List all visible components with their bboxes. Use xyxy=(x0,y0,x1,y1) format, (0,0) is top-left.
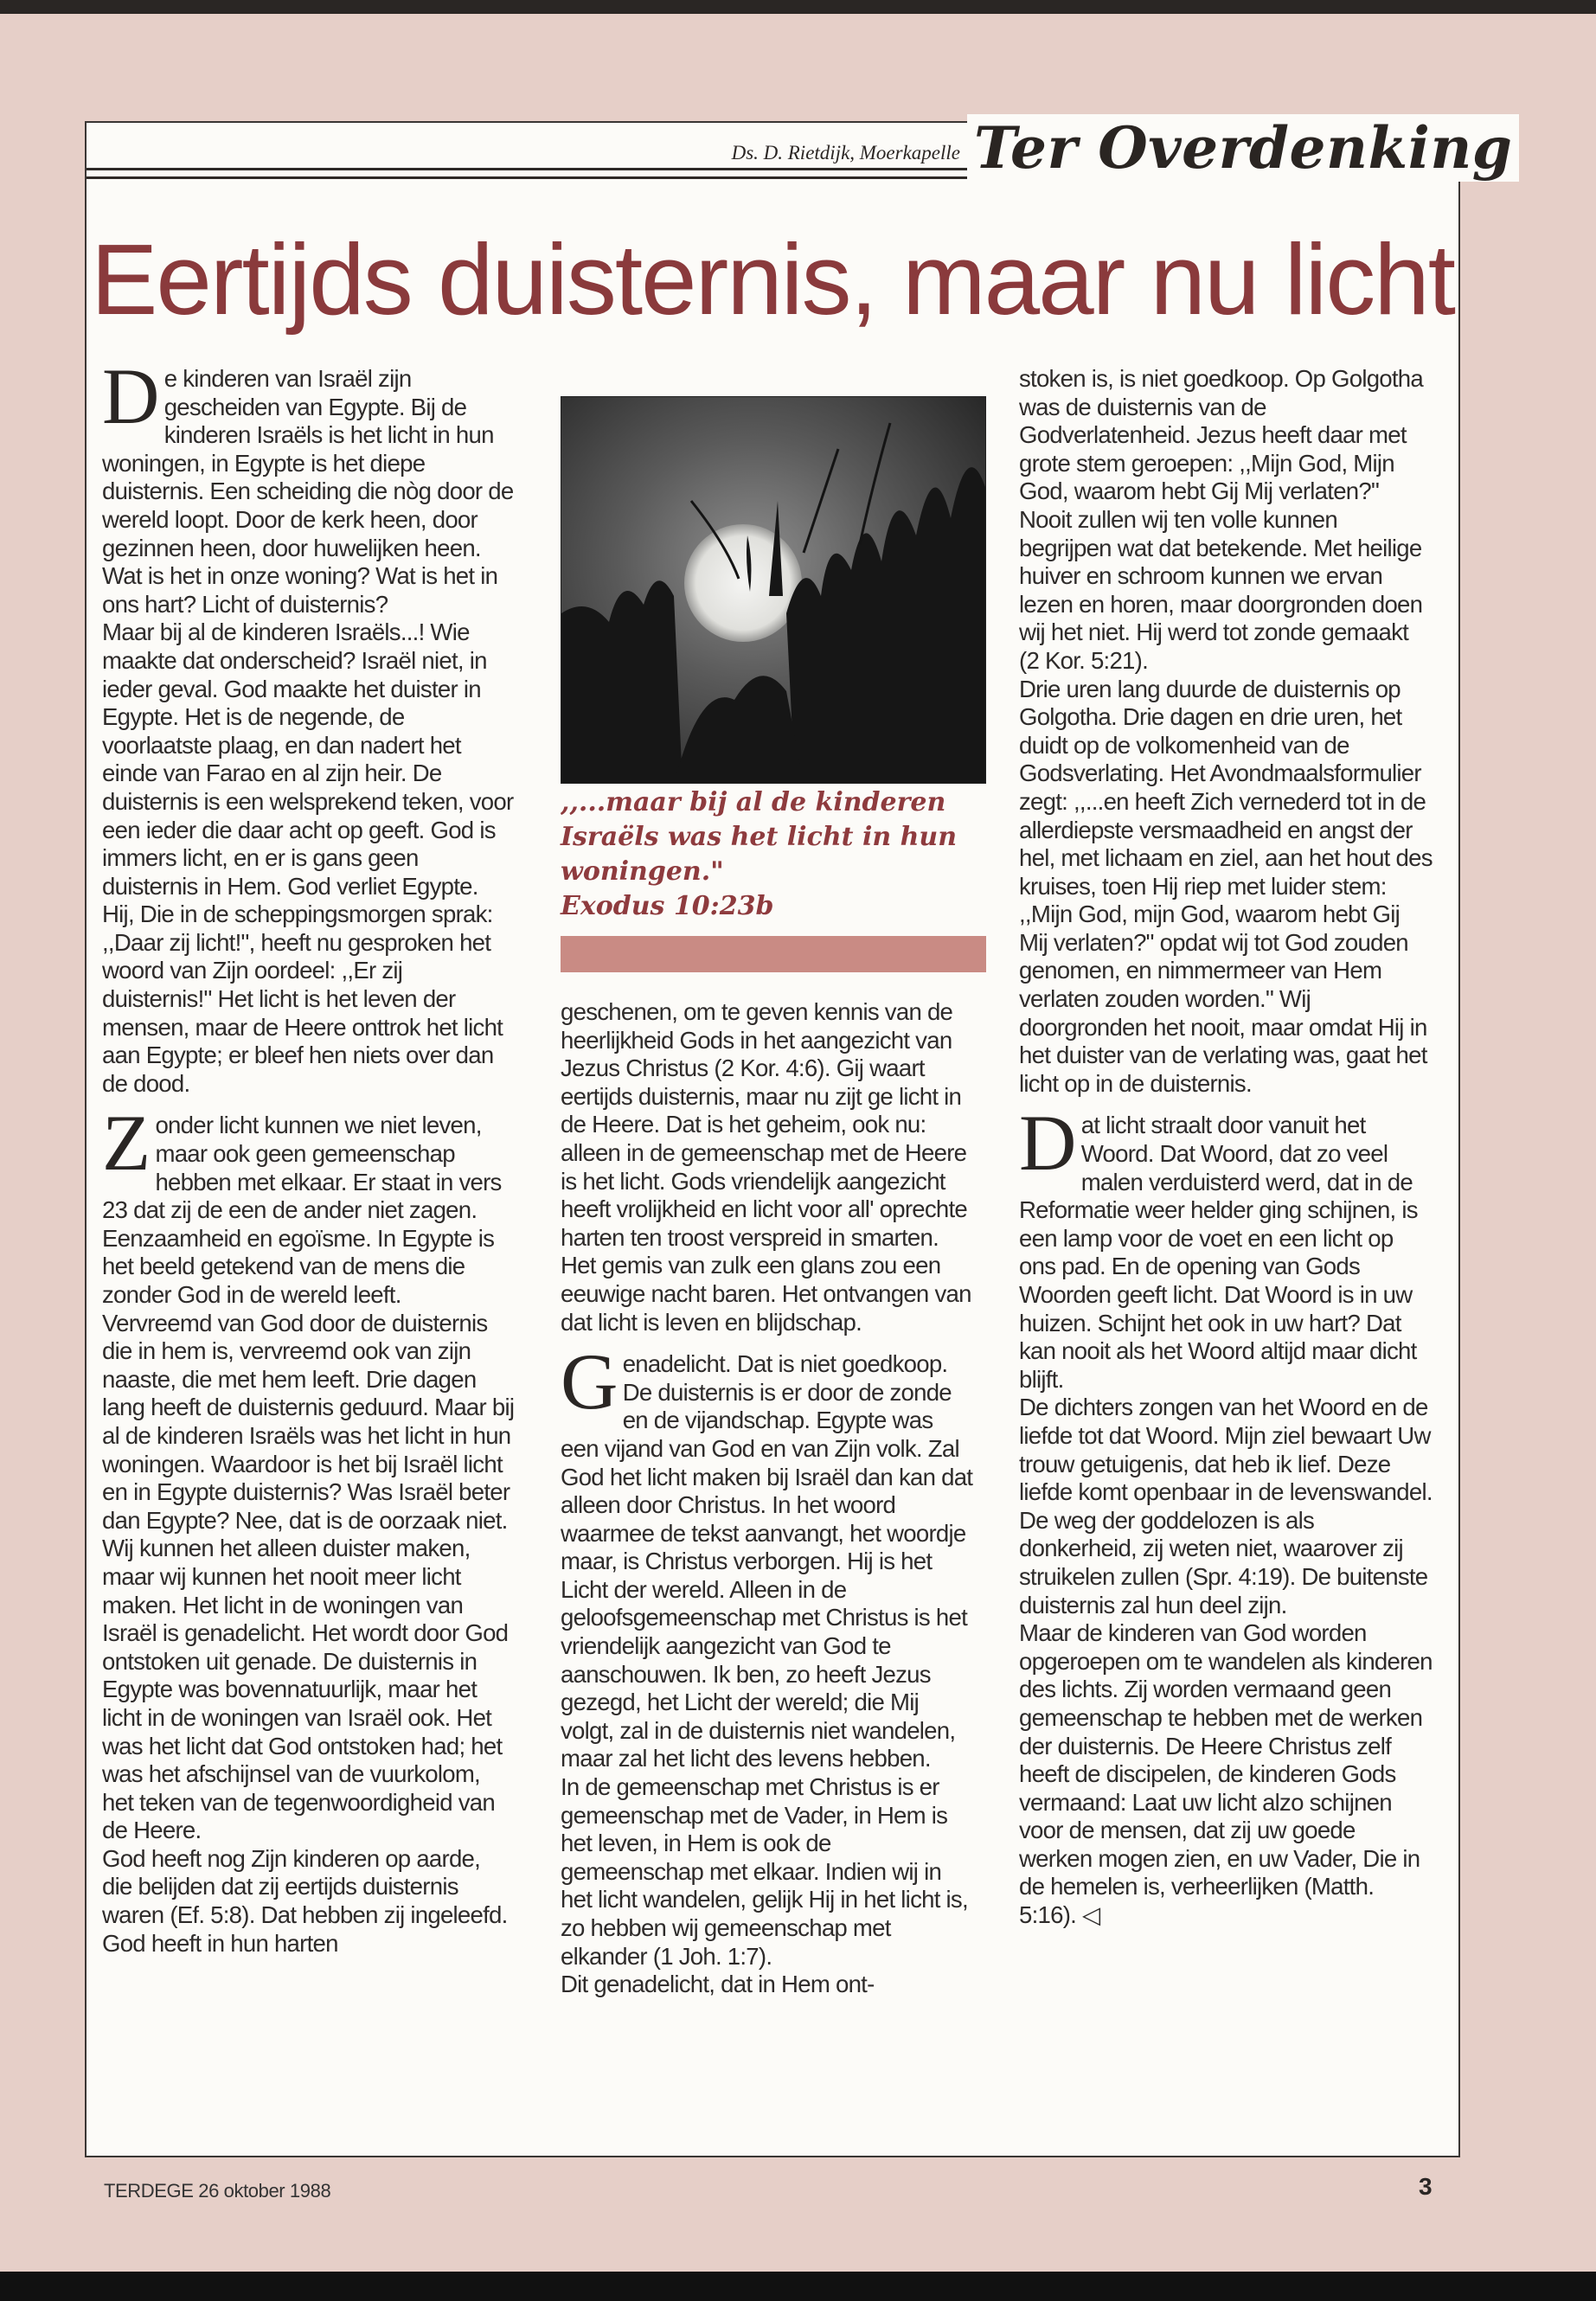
section-kicker: Ter Overdenking xyxy=(967,114,1519,182)
paragraph: De kinderen van Israël zijn gescheiden van Egypte. Bij de kinderen Israëls is het licht in hun woningen, in Egypte is het diepe duisternis. Een scheiding die nòg door de wereld loopt. Door de kerk heen, door gezinnen heen, door huwelijken heen. Wat is het in onze woning? Wat is het in ons hart? Licht of duisternis? xyxy=(102,352,514,618)
paragraph: Genadelicht. Dat is niet goedkoop. De duisternis is er door de zonde en de vijandschap. Egypte was een vijand van God en van Zijn volk. Zal God het licht maken bij Israël dan kan dat alleen door Christus. In het woord waarmee de tekst aanvangt, het woordje maar, is Christus verborgen. Hij is het Licht der wereld. Alleen in de geloofsgemeenschap met Christus is het vriendelijk aangezicht van God te aanschouwen. Ik ben, zo heeft Jezus gezegd, het Licht der wereld; die Mij volgt, zal in de duisternis niet wandelen, maar zal het licht des levens hebben. xyxy=(561,1337,973,1772)
drop-cap: G xyxy=(561,1337,618,1426)
scan-edge-bottom xyxy=(0,2272,1596,2301)
paragraph: Dit genadelicht, dat in Hem ont- xyxy=(561,1971,875,1998)
text-column-2 xyxy=(561,998,974,1999)
drop-cap: D xyxy=(1019,1099,1076,1188)
paragraph: In de gemeenschap met Christus is er gemeenschap met de Vader, in Hem is het leven, in Hem is ook de gemeenschap met elkaar. Indien wij in het licht wandelen, gelijk Hij in het licht is, zo hebben wij gemeenschap met elkander (1 Joh. 1:7). xyxy=(561,1773,968,1970)
moon-through-branches-photo xyxy=(561,396,986,784)
scan-edge-top xyxy=(0,0,1596,14)
drop-cap: Z xyxy=(102,1099,151,1188)
paragraph: Dat licht straalt door vanuit het Woord. Dat Woord, dat zo veel malen verduisterd werd, dat in de Reformatie weer helder ging schijnen, is een lamp voor de voet en een licht op ons pad. En de opening van Gods Woorden geeft licht. Dat Woord is in uw huizen. Schijnt het ook in uw hart? Dat kan nooit als het Woord altijd maar dicht blijft. xyxy=(1019,1099,1418,1393)
drop-cap: D xyxy=(102,352,159,440)
paragraph: Maar de kinderen van God worden opgeroepen om te wandelen als kinderen des lichts. Zij worden vermaand geen gemeenschap te hebben met de werken der duisternis. De Heere Christus zelf heeft de discipelen, de kinderen Gods vermaand: Laat uw licht alzo schijnen voor de mensen, dat zij uw goede werken mogen zien, en uw Vader, Die in de hemelen is, verheerlijken (Matth. 5:16). ◁ xyxy=(1019,1619,1433,1929)
paragraph: Maar bij al de kinderen Israëls...! Wie maakte dat onderscheid? Israël niet, in ieder geval. God maakte het duister in Egypte. Het is de negende, de voorlaatste plaag, en dan nadert het einde van Farao en al zijn heir. De duisternis is een welsprekend teken, voor een ieder die daar acht op geeft. God is immers licht, en er is gans geen duisternis in Hem. God verliet Egypte. Hij, Die in de scheppingsmorgen sprak: ,,Daar zij licht!", heeft nu gesproken het woord van Zijn oordeel: ,,Er zij duisternis!" Het licht is het leven der mensen, maar de Heere onttrok het licht aan Egypte; er bleef hen niets over dan de dood. xyxy=(102,619,514,1097)
caption-reference: Exodus 10:23b xyxy=(561,891,774,921)
paragraph: stoken is, is niet goedkoop. Op Golgotha was de duisternis van de Godverlatenheid. Jezus heeft daar met grote stem geroepen: ,,Mijn God, Mijn God, waarom hebt Gij Mij verlaten?" Nooit zullen wij ten volle kunnen begrijpen wat dat betekende. Met heilige huiver en schroom kunnen we ervan lezen en horen, maar doorgronden doen wij het niet. Hij werd tot zonde gemaakt (2 Kor. 5:21). xyxy=(1019,365,1423,674)
photo-caption: ,,...maar bij al de kinderen Israëls was het licht in hun woningen." Exodus 10:23b xyxy=(561,785,986,924)
author-byline: Ds. D. Rietdijk, Moerkapelle xyxy=(731,142,960,163)
page-number: 3 xyxy=(1419,2173,1433,2200)
paragraph: De dichters zongen van het Woord en de liefde tot dat Woord. Mijn ziel bewaart Uw trouw getuigenis, dat heb ik lief. Deze liefde komt openbaar in de levenswandel. De weg der goddelozen is als donkerheid, zij weten niet, waarover zij struikelen zullen (Spr. 4:19). De buitenste duisternis zal hun deel zijn. xyxy=(1019,1394,1433,1618)
caption-color-bar xyxy=(561,936,986,972)
paragraph: geschenen, om te geven kennis van de heerlijkheid Gods in het aangezicht van Jezus Christus (2 Kor. 4:6). Gij waart eertijds duisternis, maar nu zijt ge licht in de Heere. Dat is het geheim, ook nu: alleen in de gemeenschap met de Heere is het licht. Gods vriendelijk aangezicht heeft vrolijkheid en licht voor all' oprechte harten ten troost verspreid in smarten. Het gemis van zulk een glans zou een eeuwige nacht baren. Het ontvangen van dat licht is leven en blijdschap. xyxy=(561,998,971,1336)
publication-footer: TERDEGE 26 oktober 1988 xyxy=(104,2180,331,2202)
article-headline: Eertijds duisternis, maar nu licht xyxy=(91,223,1454,336)
article-frame xyxy=(85,114,1513,2157)
paragraph: Zonder licht kunnen we niet leven, maar ook geen gemeenschap hebben met elkaar. Er staat in vers 23 dat zij de een de ander niet zagen. Eenzaamheid en egoïsme. In Egypte is het beeld getekend van de mens die zonder God in de wereld leeft. Vervreemd van God door de duisternis die in hem is, vervreemd ook van zijn naaste, die met hem leeft. Drie dagen lang heeft de duisternis geduurd. Maar bij al de kinderen Israëls was het licht in hun woningen. Waardoor is het bij Israël licht en in Egypte duisternis? Was Israël beter dan Egypte? Nee, dat is de oorzaak niet. Wij kunnen het alleen duister maken, maar wij kunnen het nooit meer licht maken. Het licht in de woningen van Israël is genadelicht. Het wordt door God ontstoken uit genade. De duisternis in Egypte was bovennatuurlijk, maar het licht in de woningen van Israël ook. Het was het licht dat God ontstoken had; het was het afschijnsel van de vuurkolom, het teken van de tegenwoordigheid van de Heere. xyxy=(102,1099,515,1844)
text-column-3 xyxy=(1019,365,1433,1930)
paragraph: Drie uren lang duurde de duisternis op Golgotha. Drie dagen en drie uren, het duidt op de volkomenheid van de Godsverlating. Het Avondmaalsformulier zegt: ,,...en heeft Zich vernederd tot in de allerdiepste versmaadheid en angst der hel, met lichaam en ziel, aan het hout des kruises, toen Hij riep met luider stem: ,,Mijn God, mijn God, waarom hebt Gij Mij verlaten?" opdat wij tot God zouden genomen, en nimmermeer van Hem verlaten zouden worden." Wij doorgronden het nooit, maar omdat Hij in het duister van de verlating was, gaat het licht op in de duisternis. xyxy=(1019,675,1433,1097)
paragraph: God heeft nog Zijn kinderen op aarde, die belijden dat zij eertijds duisternis waren (Ef. 5:8). Dat hebben zij ingeleefd. God heeft in hun harten xyxy=(102,1844,508,1957)
text-column-1 xyxy=(102,352,516,1958)
